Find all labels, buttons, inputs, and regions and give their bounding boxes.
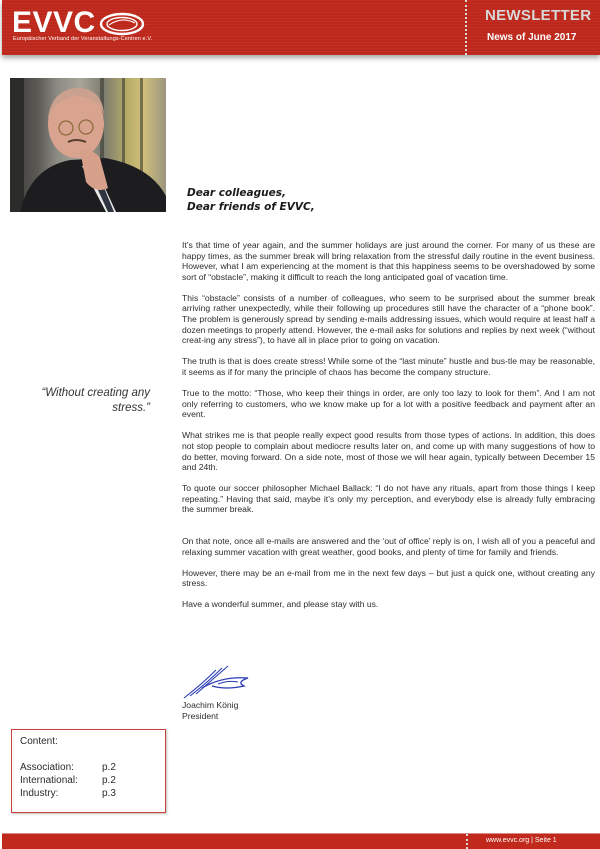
signer-name: Joachim König [182, 700, 239, 710]
contents-box [11, 729, 166, 813]
newsletter-title: NEWSLETTER [485, 7, 592, 24]
paragraph-8: However, there may be an e-mail from me in the next few days – but just a quick one, without creating any stress. [182, 567, 595, 589]
header-divider [465, 0, 467, 55]
paragraph-1: It’s that time of year again, and the summer holidays are just around the corner. For many of us these are happy times, as the summer break will bring relaxation from the stressful daily routine in the event business. However, what I am experiencing at the moment is that this happiness seems to be overshadowed by some sort of “obstacle”, making it difficult to reach the long anticipated goal of vacation time. [182, 240, 595, 282]
paragraph-5: What strikes me is that people really expect good results from those types of actions. In addition, this does not stop people to complain about mediocre results later on, and come up with many suggestions of how to do better, moving forward. On a side note, most of those we will hear again, typically between December 15 and 24th. [182, 430, 595, 473]
paragraph-4: True to the motto: “Those, who keep their things in order, are only too lazy to look for them”. And I am not only referring to customers, who we know make up for a lot with a positive feedback and payment after an event. [182, 388, 595, 420]
contents-title: Content: [20, 736, 58, 747]
contents-item-label: Association: [20, 762, 74, 773]
footer-url-page[interactable]: www.evvc.org | Seite 1 [486, 837, 557, 844]
paragraph-2: This “obstacle” consists of a number of colleagues, who seem to be surprised about the summer break arriving rather unexpectedly, while their following up procedures still have the character of a “phone book”. The problem is generously spread by sending e-mails addressing issues, which would require at least half a dozen meetings to properly attend. However, the e-mail asks for solutions and replies by next week (“without creat-ing any stress”), to have all in place prior to going on vacation. [182, 292, 595, 346]
signature-icon [182, 664, 254, 700]
contents-item-page: p.2 [102, 775, 116, 786]
newsletter-date: News of June 2017 [487, 32, 577, 43]
portrait-illustration [10, 78, 166, 212]
pull-quote: “Without creating any stress.” [41, 387, 150, 414]
letter-body [182, 240, 595, 620]
logo-ring-icon [99, 12, 145, 36]
paragraph-7: On that note, once all e-mails are answered and the ‘out of office’ reply is on, I wish all of you a peaceful and relaxing summer vacation with great weather, good books, and plenty of time for family and friends. [182, 535, 595, 557]
footer-divider [466, 834, 468, 849]
author-photo [10, 78, 166, 212]
contents-item-label: International: [20, 775, 78, 786]
contents-item[interactable] [20, 761, 157, 774]
signer-title: President [182, 711, 219, 721]
paragraph-3: The truth is that is does create stress! While some of the “last minute” hustle and bus-tle may be reasonable, it seems as if for many the principle of chaos has become the company structure. [182, 356, 595, 377]
logo-subtitle: Europäischer Verband der Veranstaltungs-Centren e.V. [13, 36, 153, 42]
contents-item[interactable] [20, 774, 157, 787]
paragraph-6: To quote our soccer philosopher Michael Ballack: “I do not have any rituals, apart from those things I keep repeating.” Having that said, maybe it’s only my perception, and everybody else is already fully embracing the summer break. [182, 483, 595, 515]
greeting-line-1: Dear colleagues, [187, 187, 286, 199]
greeting [187, 186, 315, 214]
signature-block [182, 700, 238, 722]
contents-item-page: p.2 [102, 762, 116, 773]
contents-item-label: Industry: [20, 788, 59, 799]
evvc-logo [12, 8, 145, 38]
contents-item-page: p.3 [102, 788, 116, 799]
contents-item[interactable] [20, 787, 157, 800]
paragraph-9: Have a wonderful summer, and please stay with us. [182, 599, 379, 610]
greeting-line-2: Dear friends of EVVC, [187, 201, 315, 213]
logo-text: EVVC [12, 6, 96, 39]
